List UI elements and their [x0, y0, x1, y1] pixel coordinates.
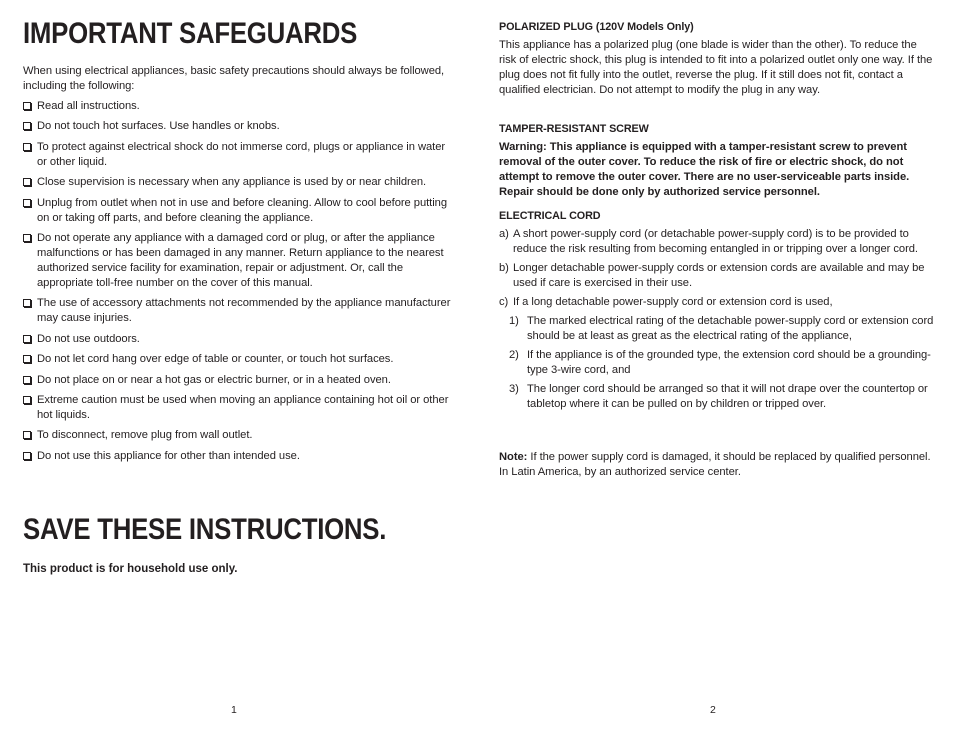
- cord-list: [499, 227, 936, 310]
- safeguard-item: [23, 332, 456, 347]
- checkbox-bullet-icon: [23, 431, 31, 439]
- cord-subitem-marker: 1): [509, 315, 519, 327]
- checkbox-bullet-icon: [23, 178, 31, 186]
- note-paragraph: [499, 450, 936, 480]
- cord-item-text: If a long detachable power-supply cord or extension cord is used,: [513, 296, 833, 308]
- safeguard-item: [23, 196, 456, 226]
- checkbox-bullet-icon: [23, 299, 31, 307]
- cord-item-marker: a): [499, 228, 509, 240]
- safeguard-text: To protect against electrical shock do not immerse cord, plugs or appliance in water or other liquid.: [37, 140, 446, 168]
- safeguard-text: Do not operate any appliance with a damaged cord or plug, or after the appliance malfunctions or has been damaged in any manner. Return appliance to the nearest authorized service facility for examination, repair or adjustment. Or, call the appropriate toll-free number on the cover of this manual.: [37, 231, 444, 289]
- cord-sublist: [499, 314, 936, 412]
- cord-item-marker: b): [499, 262, 509, 274]
- cord-item-text: Longer detachable power-supply cords or extension cords are available and may be used if care is exercised in their use.: [513, 262, 925, 289]
- cord-subitem: [509, 314, 936, 344]
- cord-subitem-text: If the appliance is of the grounded type, the extension cord should be a grounding-type 3-wire cord, and: [527, 349, 931, 376]
- tamper-resistant-title: TAMPER-RESISTANT SCREW: [499, 123, 649, 135]
- cord-item-marker: c): [499, 296, 509, 308]
- checkbox-bullet-icon: [23, 234, 31, 242]
- safeguard-text: Do not use outdoors.: [37, 332, 140, 345]
- safeguard-item: [23, 119, 456, 134]
- cord-subitem-marker: 2): [509, 349, 519, 361]
- safeguards-list: [23, 99, 456, 469]
- cord-subitem: [509, 348, 936, 378]
- safeguard-item: [23, 352, 456, 367]
- note-text: If the power supply cord is damaged, it should be replaced by qualified personnel. In Latin America, by an authorized service center.: [499, 451, 931, 478]
- checkbox-bullet-icon: [23, 122, 31, 130]
- polarized-plug-title: POLARIZED PLUG (120V Models Only): [499, 21, 694, 33]
- electrical-cord-title: ELECTRICAL CORD: [499, 210, 601, 222]
- safeguard-text: Do not use this appliance for other than intended use.: [37, 449, 300, 462]
- tamper-resistant-warning: Warning: This appliance is equipped with a tamper-resistant screw to prevent removal of the outer cover. To reduce the risk of fire or electric shock, do not attempt to remove the outer cover. There are no user-serviceable parts inside. Repair should be done only by authorized service personnel.: [499, 141, 910, 198]
- safeguard-text: The use of accessory attachments not recommended by the appliance manufacturer may cause injuries.: [37, 297, 451, 325]
- polarized-plug-section: [499, 20, 936, 98]
- safeguard-item: [23, 449, 456, 464]
- checkbox-bullet-icon: [23, 143, 31, 151]
- electrical-cord-section: [499, 209, 936, 416]
- safeguard-text: Do not let cord hang over edge of table or counter, or touch hot surfaces.: [37, 353, 394, 366]
- note-label: Note:: [499, 451, 528, 463]
- safeguard-item: [23, 99, 456, 114]
- cord-item-text: A short power-supply cord (or detachable power-supply cord) is to be provided to reduce the risk resulting from becoming entangled in or tripping over a longer cord.: [513, 228, 918, 255]
- checkbox-bullet-icon: [23, 199, 31, 207]
- page-number-2: 2: [710, 704, 716, 716]
- cord-subitem-marker: 3): [509, 383, 519, 395]
- intro-paragraph: When using electrical appliances, basic safety precautions should always be followed, including the following:: [23, 65, 445, 92]
- cord-subitem-text: The longer cord should be arranged so that it will not drape over the countertop or tabletop where it can be pulled on by children or tripped over.: [527, 383, 928, 410]
- cord-subitem-text: The marked electrical rating of the detachable power-supply cord or extension cord should be at least as great as the electrical rating of the appliance,: [527, 315, 934, 342]
- right-page: [499, 0, 936, 738]
- cord-item: [499, 295, 936, 310]
- household-use-note: This product is for household use only.: [23, 563, 238, 575]
- safeguard-text: Extreme caution must be used when moving an appliance containing hot oil or other hot liquids.: [37, 393, 449, 421]
- safeguard-text: Close supervision is necessary when any appliance is used by or near children.: [37, 176, 427, 189]
- checkbox-bullet-icon: [23, 452, 31, 460]
- safeguard-text: Do not touch hot surfaces. Use handles or knobs.: [37, 120, 280, 133]
- safeguard-text: Read all instructions.: [37, 100, 140, 112]
- safeguard-text: Unplug from outlet when not in use and before cleaning. Allow to cool before putting on or taking off parts, and before cleaning the appliance.: [37, 196, 448, 224]
- cord-item: [499, 227, 936, 257]
- important-safeguards-heading: IMPORTANT SAFEGUARDS: [23, 17, 358, 50]
- cord-item: [499, 261, 936, 291]
- safeguard-item: [23, 393, 456, 423]
- polarized-plug-text: This appliance has a polarized plug (one blade is wider than the other). To reduce the risk of electric shock, this plug is intended to fit into a polarized outlet only one way. If the plug does not fit fully into the outlet, reverse the plug. If it still does not fit, contact a qualified electrician. Do not attempt to modify the plug in any way.: [499, 39, 933, 96]
- safeguard-item: [23, 296, 456, 326]
- left-page: [23, 0, 456, 738]
- page-number-1: 1: [231, 704, 237, 716]
- checkbox-bullet-icon: [23, 335, 31, 343]
- safeguard-item: [23, 373, 456, 388]
- safeguard-item: [23, 231, 456, 291]
- safeguard-text: Do not place on or near a hot gas or electric burner, or in a heated oven.: [37, 373, 391, 386]
- safeguard-item: [23, 140, 456, 170]
- checkbox-bullet-icon: [23, 376, 31, 384]
- safeguard-item: [23, 175, 456, 190]
- safeguard-text: To disconnect, remove plug from wall outlet.: [37, 429, 253, 442]
- cord-subitem: [509, 382, 936, 412]
- checkbox-bullet-icon: [23, 396, 31, 404]
- save-instructions-heading: SAVE THESE INSTRUCTIONS.: [23, 513, 387, 546]
- checkbox-bullet-icon: [23, 102, 31, 110]
- checkbox-bullet-icon: [23, 355, 31, 363]
- safeguard-item: [23, 428, 456, 443]
- tamper-resistant-section: [499, 122, 936, 200]
